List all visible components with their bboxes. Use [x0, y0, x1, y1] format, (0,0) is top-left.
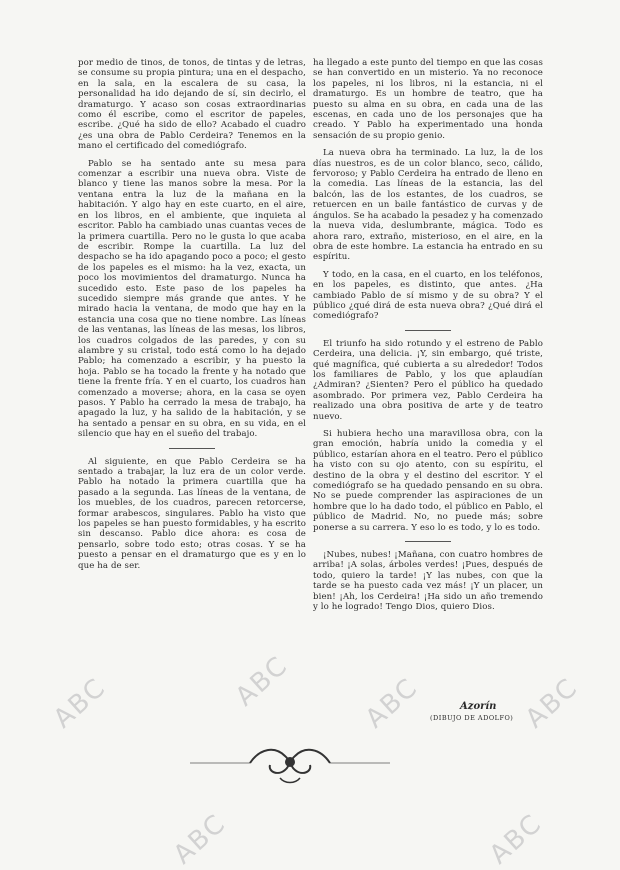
- watermark: ABC: [230, 650, 295, 713]
- author-name: Azorín: [460, 701, 497, 712]
- decorative-ornament-icon: [190, 738, 390, 788]
- section-divider: [169, 448, 215, 449]
- left-paragraph-2: Pablo se ha sentado ante su mesa para comenzar a escribir una nueva obra. Viste de blanco y tiene las manos sobre la mesa. Por la ventana entra la luz de la mañana en la habitación. Y algo hay en este cuarto, en el aire, en los libros, en el ambiente, que inquieta al escritor. Pablo ha cambiado unas cuantas veces de la primera cuartilla. Pero no le gusta lo que acaba de escribir. Rompe la cuartilla. La luz del despacho se ha ido apagando poco a poco; el gesto de los papeles es el mismo: ha la vez, exacta, un poco los movimientos del dramaturgo. Nunca ha sucedido esto. Este paso de los papeles ha sucedido siempre más grande que antes. Y he mirado hacia la ventana, de modo que hay en la estancia una cosa que no tiene nombre. Las líneas de las ventanas, las líneas de las mesas, los libros, los cuadros colgados de las paredes, y con su alambre y su cristal, todo está como lo ha dejado Pablo; ha comenzado a escribir, y ha puesto la hoja. Pablo se ha tocado la frente y ha notado que tiene la frente fría. Y en el cuarto, los cuadros han comenzado a moverse; ahora, en la casa se oyen pasos. Y Pablo ha cerrado la mesa de trabajo, ha apagado la luz, y ha salido de la habitación, y se ha sentado a pensar en su obra, en su vida, en el silencio que hay en el sueño del trabajo.: [78, 158, 306, 440]
- right-paragraph-4: El triunfo ha sido rotundo y el estreno de Pablo Cerdeira, una delicia. ¡Y, sin embargo, qué triste, qué magnífica, qué cubierta a su alrededor! Todos los familiares de Pablo, y los que aplaudían ¿Admiran? ¿Sienten? Pero el público ha quedado asombrado. Por primera vez, Pablo Cerdeira ha realizado una obra positiva de arte y de teatro nuevo.: [313, 338, 543, 422]
- section-divider: [405, 541, 451, 542]
- right-paragraph-1: ha llegado a este punto del tiempo en que las cosas se han convertido en un misterio. Ya no reconoce los papeles, ni los libros, ni la estancia, ni el dramaturgo. Es un hombre de teatro, que ha puesto su alma en su obra, en cada una de las escenas, en cada uno de los personajes que ha creado. Y Pablo ha experimentado una honda sensación de su propio genio.: [313, 58, 543, 141]
- left-column: [78, 58, 306, 578]
- right-paragraph-3: Y todo, en la casa, en el cuarto, en los teléfonos, en los papeles, es distinto, que antes. ¿Ha cambiado Pablo de sí mismo y de su obra? Y el público ¿qué dirá de esta nueva obra? ¿Qué dirá el comediógrafo?: [313, 269, 543, 322]
- right-column: [313, 58, 543, 620]
- watermark: ABC: [48, 672, 113, 735]
- section-divider: [405, 330, 451, 331]
- right-paragraph-2: La nueva obra ha terminado. La luz, la de los días nuestros, es de un color blanco, seco, cálido, fervoroso; y Pablo Cerdeira ha entrado de lleno en la comedia. Las líneas de la estancia, las del balcón, las de los estantes, de los cuadros, se retuercen en un baile fantástico de curvas y de ángulos. Se ha acabado la pesadez y ha comenzado la nueva vida, deslumbrante, mágica. Todo es ahora raro, extraño, misterioso, en el aire, en la obra de este hombre. La estancia ha entrado en su espíritu.: [313, 148, 543, 263]
- watermark: ABC: [360, 672, 425, 735]
- watermark: ABC: [520, 672, 585, 735]
- left-paragraph-3: Al siguiente, en que Pablo Cerdeira se ha sentado a trabajar, la luz era de un color verde. Pablo ha notado la primera cuartilla que ha pasado a la segunda. Las líneas de la ventana, de los muebles, de los cuadros, parecen retorcerse, formar arabescos, singulares. Pablo ha visto que los papeles se han puesto formidables, y ha escrito sin descanso. Pablo dice ahora: es cosa de pensarlo, sobre todo esto; otras cosas. Y se ha puesto a pensar en el dramaturgo que es y en lo que ha de ser.: [78, 456, 306, 571]
- illustration-credit: (DIBUJO DE ADOLFO): [430, 714, 514, 722]
- right-paragraph-6: ¡Nubes, nubes! ¡Mañana, con cuatro hombres de arriba! ¡A solas, árboles verdes! ¡Pues, después de todo, quiero la tarde! ¡Y las nubes, con que la tarde se ha puesto cada vez más! ¡Y un placer, un bien! ¡Ah, los Cerdeira! ¡Ha sido un año tremendo y lo he logrado! Tengo Dios, quiero Dios.: [313, 550, 543, 613]
- right-paragraph-5: Si hubiera hecho una maravillosa obra, con la gran emoción, habría unido la comedia y el público, estarían ahora en el teatro. Pero el público ha visto con su ojo atento, con su espíritu, el destino de la obra y el destino del escritor. Y el comediógrafo se ha quedado pensando en su obra. No se puede comprender las aspiraciones de un hombre que lo ha dado todo, el público en Pablo, el público de Madrid. No, no puede más; sobre ponerse a su carrera. Y eso lo es todo, y lo es todo.: [313, 429, 543, 533]
- left-paragraph-1: por medio de tinos, de tonos, de tintas y de letras, se consume su propia pintura; una en el despacho, en la sala, en la escalera de su casa, la personalidad ha ido dejando de sí, sin decirlo, el dramaturgo. Y acaso son cosas extraordinarias como él escribe, como el escritor de papeles, escribe. ¿Qué ha sido de ello? Acabado el cuadro ¿es una obra de Pablo Cerdeira? Tenemos en la mano el certificado del comediógrafo.: [78, 58, 306, 152]
- watermark: ABC: [484, 808, 549, 870]
- watermark: ABC: [168, 808, 233, 870]
